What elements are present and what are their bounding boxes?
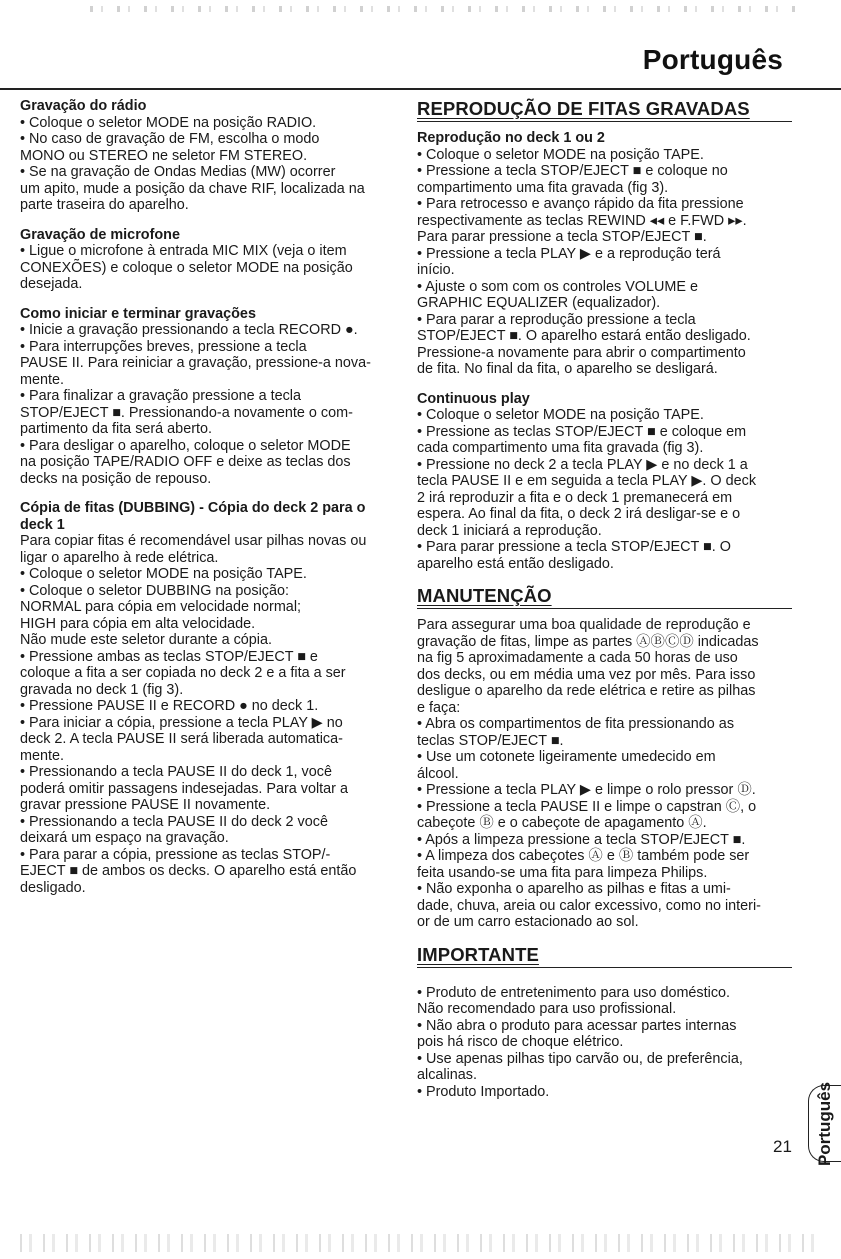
- text-line: • Não abra o produto para acessar partes internas: [417, 1017, 737, 1034]
- text-line: • Pressione a tecla PLAY ▶ e a reprodução terá: [417, 245, 721, 262]
- text-line: desejada.: [20, 276, 83, 292]
- text-line: mente.: [20, 747, 64, 764]
- text-line: • Para parar a reprodução pressione a tecla: [417, 311, 696, 328]
- section-dubbing: [20, 500, 395, 896]
- text-line: • Ligue o microfone à entrada MIC MIX (veja o item: [20, 243, 347, 259]
- text-line: início.: [417, 262, 455, 278]
- text-line: cada compartimento uma fita gravada (fig 3).: [417, 440, 704, 456]
- text-line: na fig 5 aproximadamente a cada 50 horas de uso: [417, 650, 738, 666]
- side-tab-label: Português: [815, 1081, 834, 1166]
- text-line: gravada no deck 1 (fig 3).: [20, 681, 184, 698]
- section-start-stop-recording: [20, 306, 395, 488]
- text-line: • Pressionando a tecla PAUSE II do deck 1, você: [20, 764, 332, 780]
- section-continuous-play: [417, 391, 792, 573]
- subsection-title: Continuous play: [417, 390, 530, 407]
- text-line: GRAPHIC EQUALIZER (equalizador).: [417, 295, 661, 311]
- text-line: • Pressione PAUSE II e RECORD ● no deck 1.: [20, 698, 319, 714]
- text-line: na posição TAPE/RADIO OFF e deixe as teclas dos: [20, 454, 351, 470]
- page-title: Português: [642, 44, 783, 75]
- text-line: Para copiar fitas é recomendável usar pilhas novas ou: [20, 533, 367, 549]
- text-line: ligar o aparelho à rede elétrica.: [20, 549, 219, 566]
- subsection-title: Gravação do rádio: [20, 98, 147, 114]
- text-line: • Não exponha o aparelho as pilhas e fitas a umi-: [417, 881, 731, 897]
- text-line: pois há risco de choque elétrico.: [417, 1034, 624, 1050]
- text-line: • Coloque o seletor MODE na posição TAPE.: [20, 566, 307, 582]
- text-line: • Pressionando a tecla PAUSE II do deck 2 você: [20, 813, 328, 830]
- text-line: aparelho está então desligado.: [417, 555, 614, 572]
- text-line: teclas STOP/EJECT ■.: [417, 732, 564, 749]
- text-line: • Para finalizar a gravação pressione a tecla: [20, 388, 302, 404]
- section-playback-deck: [417, 130, 792, 378]
- text-line: tecla PAUSE II e em seguida a tecla PLAY ▶. O deck: [417, 473, 757, 489]
- section-radio-recording: [20, 98, 395, 214]
- header-rule: [0, 88, 841, 90]
- text-line: parte traseira do aparelho.: [20, 197, 189, 213]
- text-line: • Pressione ambas as teclas STOP/EJECT ■ e: [20, 648, 318, 665]
- text-line: e faça:: [417, 699, 461, 716]
- text-line: dos decks, ou em média uma vez por mês. Para isso: [417, 666, 756, 683]
- text-line: partimento da fita será aberto.: [20, 421, 212, 437]
- subsection-title: Gravação de microfone: [20, 226, 180, 243]
- text-line: deck 1 iniciará a reprodução.: [417, 522, 602, 539]
- text-line: • Inicie a gravação pressionando a tecla RECORD ●.: [20, 322, 358, 338]
- text-line: STOP/EJECT ■. O aparelho estará então desligado.: [417, 328, 751, 344]
- text-line: • Produto de entretenimento para uso doméstico.: [417, 984, 731, 1001]
- text-line: Não recomendado para uso profissional.: [417, 1001, 677, 1017]
- text-line: Para assegurar uma boa qualidade de reprodução e: [417, 617, 751, 633]
- subsection-title: Como iniciar e terminar gravações: [20, 305, 256, 322]
- text-line: • Pressione no deck 2 a tecla PLAY ▶ e no deck 1 a: [417, 456, 748, 473]
- text-line: • Pressione as teclas STOP/EJECT ■ e coloque em: [417, 423, 747, 440]
- text-line: deck 2. A tecla PAUSE II será liberada automatica-: [20, 731, 343, 747]
- section-mic-recording: [20, 227, 395, 293]
- scan-noise-bottom: [20, 1234, 821, 1252]
- text-line: dade, chuva, areia ou calor excessivo, como no interi-: [417, 897, 761, 914]
- text-line: • Pressione a tecla STOP/EJECT ■ e coloque no: [417, 163, 728, 179]
- page-number: 21: [773, 1137, 792, 1156]
- text-line: or de um carro estacionado ao sol.: [417, 914, 639, 930]
- section-heading-maintenance: MANUTENÇÃO: [417, 585, 792, 609]
- section-important: [417, 985, 792, 1101]
- left-column: [20, 98, 395, 896]
- text-line: gravação de fitas, limpe as partes ⒶⒷⒸⒹ indicadas: [417, 633, 759, 650]
- text-line: gravar pressione PAUSE II novamente.: [20, 797, 271, 813]
- text-line: feita usando-se uma fita para limpeza Philips.: [417, 864, 708, 881]
- text-line: STOP/EJECT ■. Pressionando-a novamente o com-: [20, 404, 353, 421]
- text-line: desligado.: [20, 879, 86, 896]
- scan-noise-top: [90, 6, 801, 12]
- text-line: • A limpeza dos cabeçotes Ⓐ e Ⓑ também pode ser: [417, 848, 750, 864]
- text-line: compartimento uma fita gravada (fig 3).: [417, 179, 669, 196]
- text-line: decks na posição de repouso.: [20, 470, 212, 487]
- text-line: • Ajuste o som com os controles VOLUME e: [417, 278, 698, 295]
- text-line: • Abra os compartimentos de fita pressionando as: [417, 716, 735, 732]
- text-line: • Coloque o seletor DUBBING na posição:: [20, 582, 290, 599]
- text-line: • Se na gravação de Ondas Medias (MW) ocorrer: [20, 164, 336, 180]
- text-line: MONO ou STEREO ne seletor FM STEREO.: [20, 147, 308, 164]
- text-line: • Coloque o seletor MODE na posição TAPE.: [417, 146, 704, 163]
- text-line: • Para interrupções breves, pressione a tecla: [20, 338, 307, 355]
- text-line: NORMAL para cópia em velocidade normal;: [20, 599, 302, 615]
- text-line: • Produto Importado.: [417, 1083, 550, 1100]
- text-line: CONEXÕES) e coloque o seletor MODE na posição: [20, 259, 353, 276]
- text-line: mente.: [20, 371, 64, 388]
- text-line: Não mude este seletor durante a cópia.: [20, 632, 272, 648]
- text-line: PAUSE II. Para reiniciar a gravação, pressione-a nova-: [20, 355, 371, 371]
- text-line: EJECT ■ de ambos os decks. O aparelho está então: [20, 863, 357, 879]
- text-line: desligue o aparelho da rede elétrica e retire as pilhas: [417, 683, 756, 699]
- text-line: • Coloque o seletor MODE na posição RADIO.: [20, 114, 317, 131]
- text-line: • Use um cotonete ligeiramente umedecido em: [417, 749, 716, 765]
- text-line: poderá omitir passagens indesejadas. Para voltar a: [20, 780, 348, 797]
- text-line: deixará um espaço na gravação.: [20, 830, 229, 846]
- text-line: • Coloque o seletor MODE na posição TAPE.: [417, 407, 704, 423]
- text-line: HIGH para cópia em alta velocidade.: [20, 615, 256, 632]
- text-line: • Use apenas pilhas tipo carvão ou, de preferência,: [417, 1050, 743, 1067]
- text-line: • Para parar a cópia, pressione as teclas STOP/-: [20, 846, 331, 863]
- text-line: respectivamente as teclas REWIND ◂◂ e F.FWD ▸▸.: [417, 212, 747, 229]
- text-line: • Após a limpeza pressione a tecla STOP/EJECT ■.: [417, 831, 746, 848]
- text-line: de fita. No final da fita, o aparelho se desligará.: [417, 361, 718, 377]
- text-line: alcalinas.: [417, 1067, 477, 1083]
- text-line: • Para iniciar a cópia, pressione a tecla PLAY ▶ no: [20, 714, 343, 731]
- text-line: álcool.: [417, 765, 459, 782]
- subsection-title: Reprodução no deck 1 ou 2: [417, 130, 605, 146]
- section-heading-playback: REPRODUÇÃO DE FITAS GRAVADAS: [417, 98, 792, 122]
- text-line: espera. Ao final da fita, o deck 2 irá desligar-se e o: [417, 506, 741, 522]
- right-column: [417, 98, 792, 1100]
- text-line: • Para parar pressione a tecla STOP/EJECT ■. O: [417, 539, 731, 555]
- subsection-title: Cópia de fitas (DUBBING) - Cópia do deck 2 para o deck 1: [20, 500, 366, 533]
- text-line: • Pressione a tecla PAUSE II e limpe o capstran Ⓒ, o: [417, 798, 757, 815]
- text-line: coloque a fita a ser copiada no deck 2 e a fita a ser: [20, 665, 346, 681]
- text-line: • Para desligar o aparelho, coloque o seletor MODE: [20, 437, 351, 454]
- language-side-tab: [808, 1081, 841, 1166]
- text-line: um apito, mude a posição da chave RIF, localizada na: [20, 180, 365, 197]
- text-line: • Pressione a tecla PLAY ▶ e limpe o rolo pressor Ⓓ.: [417, 782, 756, 798]
- text-line: 2 irá reproduzir a fita e o deck 1 premanecerá em: [417, 489, 733, 506]
- text-line: • No caso de gravação de FM, escolha o modo: [20, 131, 320, 147]
- section-maintenance: [417, 617, 792, 931]
- section-heading-important: IMPORTANTE: [417, 944, 792, 968]
- text-line: Pressione-a novamente para abrir o compartimento: [417, 344, 746, 361]
- text-line: Para parar pressione a tecla STOP/EJECT ■.: [417, 229, 707, 245]
- text-line: • Para retrocesso e avanço rápido da fita pressione: [417, 196, 744, 212]
- text-line: cabeçote Ⓑ e o cabeçote de apagamento Ⓐ.: [417, 815, 707, 831]
